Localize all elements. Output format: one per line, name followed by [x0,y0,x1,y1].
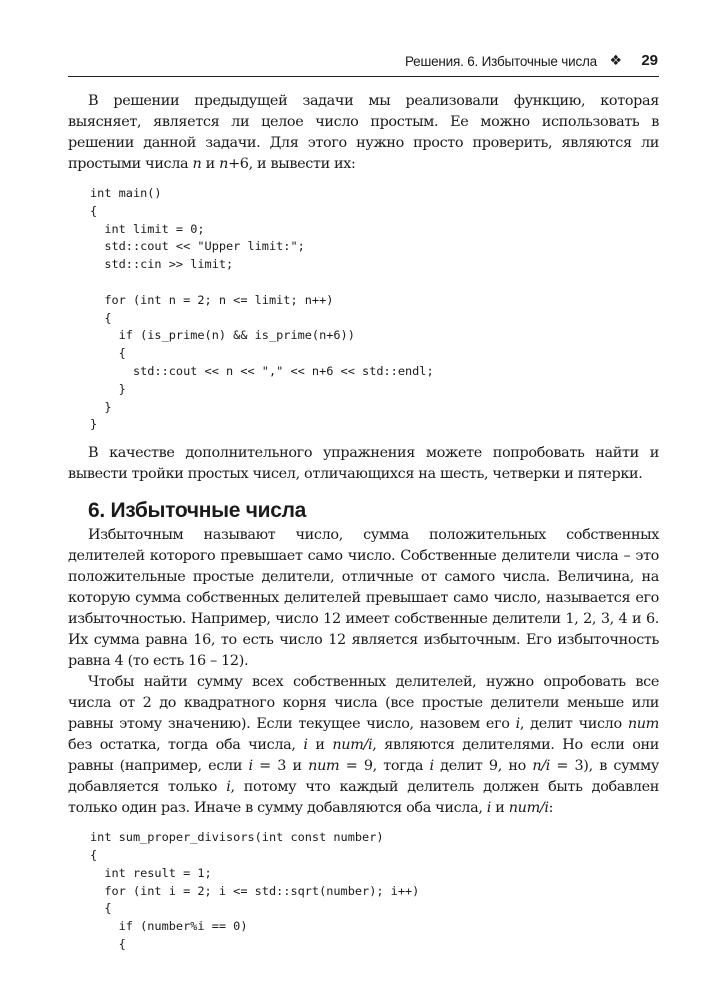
text-run: В решении предыдущей задачи мы реализовали функцию, которая выясняет, является ли целое число простым. Ее можно использовать в решении данной задачи. Для этого нужно просто проверить, являются ли простыми числа [68,93,659,172]
math-var: n [219,156,229,172]
math-var: i [486,800,492,817]
running-header [68,52,659,77]
page-number: 29 [641,52,658,69]
math-var: num [627,716,659,733]
text-run: = 9, тогда [339,758,430,775]
text-run: Чтобы найти сумму всех собственных делителей, нужно опробовать все числа от 2 до квадратного корня числа (все простые делители меньше или равны этому значению). Если текущее число, назовем его [68,674,659,733]
math-var: num/i [332,737,373,754]
math-var: i [515,716,520,733]
math-var: i [429,758,434,775]
text-run: , потому что каждый делитель должен быть добавлен только один раз. Иначе в сумму добавляются оба числа, [68,779,659,817]
ornament-icon: ❖ [609,53,622,69]
paragraph-algorithm [68,672,659,819]
math-var: n [192,156,202,172]
math-var: n/i [532,758,550,775]
text-run: и [491,800,509,817]
text-run: и [201,156,220,172]
page-body [68,91,659,963]
code-block-main: int main() { int limit = 0; std::cout << "Upper limit:"; std::cin >> limit; for (int n = 2; n <= limit; n++) { if (is_prime(n) && is_prime(n+6)) { std::cout << n << "," << n+6 << std::endl; } } } [90,186,434,432]
text-run: и [307,737,333,754]
math-var: i [248,758,253,775]
math-var: num [308,758,340,775]
paragraph-definition: Избыточным называют число, сумма положительных собственных делителей которого превышает само число. Собственные делители числа – это положительные простые делители, отличные от самого числа. Величина, на которую сумма собственных делителей превышает само число, называется его избыточностью. Например, число 12 имеет собственные делители 1, 2, 3, 4 и 6. Их сумма равна 16, то есть число 12 является избыточным. Его избыточность равна 4 (то есть 16 – 12). [68,527,659,670]
section-heading: 6. Избыточные числа [88,499,306,523]
text-run: без остатка, тогда оба числа, [68,737,304,754]
header-section-title: Решения. 6. Избыточные числа [404,54,597,69]
math-var: i [226,779,231,796]
math-var: num/i [508,800,549,817]
math-var: i [303,737,308,754]
text-run: +6, и вывести их: [228,156,356,172]
text-run: , делит число [519,716,628,733]
paragraph-exercise: В качестве дополнительного упражнения можете попробовать найти и вывести тройки простых чисел, отличающихся на шесть, четверки и пятерки. [68,445,659,483]
code-block-sum-divisors: int sum_proper_divisors(int const number) { int result = 1; for (int i = 2; i <= std::sqrt(number); i++) { if (number%i == 0) { [90,830,420,951]
text-run: = 3), в сумму добавляется только [68,758,659,796]
paragraph-intro [68,91,659,175]
text-run: , являются делителями. Но если они равны (например, если [68,737,659,775]
text-run: : [548,800,554,817]
text-run: делит 9, но [433,758,533,775]
text-run: = 3 и [252,758,309,775]
